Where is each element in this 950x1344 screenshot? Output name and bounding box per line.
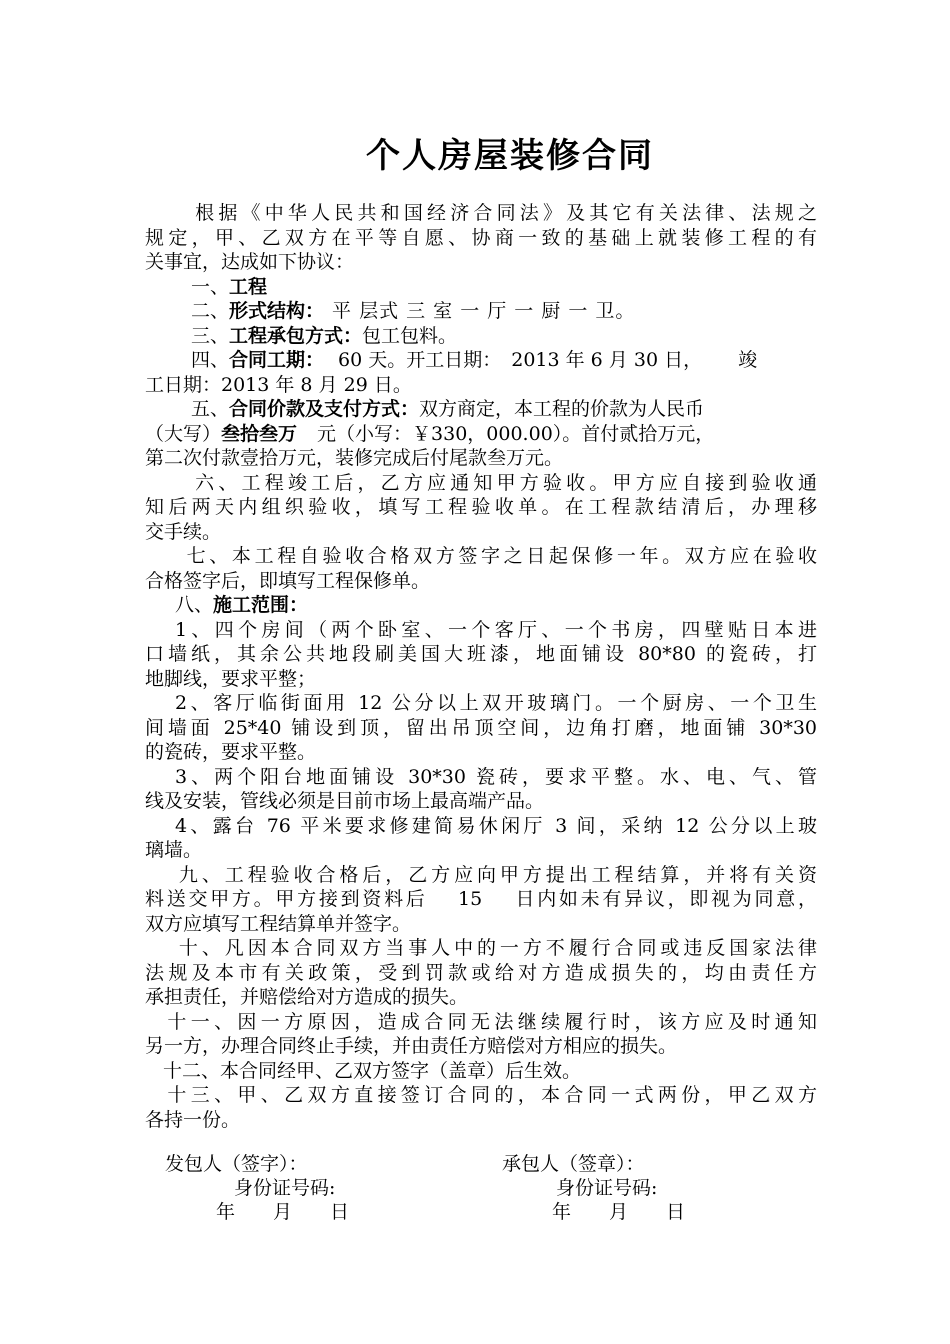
scope-item-2-line-2: 间墙面 25*40 铺设到顶，留出吊顶空间，边角打磨，地面铺 30*30 (145, 716, 817, 739)
clause-4-line-1: 四、合同工期： 60 天。开工日期： 2013 年 6 月 30 日， 竣 (191, 349, 758, 371)
scope-item-2-line-3: 的瓷砖，要求平整。 (145, 741, 317, 763)
clause-5-line-1: 五、合同价款及支付方式：双方商定，本工程的价款为人民币 (191, 398, 705, 420)
party-a-id-label: 身份证号码: (234, 1177, 336, 1199)
clause-9-line-2: 料送交甲方。甲方接到资料后 15 日内如未有异议，即视为同意， (145, 888, 817, 910)
clause-5-line-3: 第二次付款壹拾万元，装修完成后付尾款叁万元。 (145, 447, 564, 469)
party-b-date: 年 月 日 (552, 1201, 686, 1223)
clause-10-line-3: 承担责任，并赔偿给对方造成的损失。 (145, 986, 469, 1008)
clause-4-line-2: 工日期：2013 年 8 月 29 日。 (145, 373, 412, 396)
intro-line-3: 关事宜，达成如下协议： (145, 251, 355, 273)
scope-item-3-line-1: 3、两个阳台地面铺设 30*30 瓷砖，要求平整。水、电、气、管 (175, 765, 817, 788)
clause-6-line-3: 交手续。 (145, 520, 222, 543)
scope-item-2-line-1: 2、客厅临街面用 12 公分以上双开玻璃门。一个厨房、一个卫生 (175, 692, 817, 714)
contract-body (145, 201, 817, 1132)
clause-1: 一、工程 (191, 275, 268, 298)
scope-item-4-line-1: 4、露台 76 平米要求修建简易休闲厅 3 间，采纳 12 公分以上玻 (175, 814, 817, 837)
clause-2: 二、形式结构： 平 层式 三 室 一 厅 一 厨 一 卫。 (191, 300, 636, 322)
scope-item-1-line-2: 口墙纸，其余公共地段刷美国大班漆，地面铺设 80*80 的瓷砖，打 (145, 643, 817, 665)
clause-10-line-2: 法规及本市有关政策，受到罚款或给对方造成损失的，均由责任方 (145, 961, 817, 984)
clause-7-line-1: 七、本工程自验收合格双方签字之日起保修一年。双方应在验收 (183, 545, 817, 567)
scope-item-4-line-2: 璃墙。 (145, 839, 203, 861)
clause-13-line-1: 十三、甲、乙双方直接签订合同的，本合同一式两份，甲乙双方 (163, 1084, 817, 1106)
party-b-id-label: 身份证号码: (556, 1177, 658, 1199)
clause-9-line-3: 双方应填写工程结算单并签字。 (145, 912, 412, 935)
party-b-signature-label: 承包人（签章）： (502, 1153, 645, 1175)
document-title: 个人房屋装修合同 (366, 136, 654, 176)
party-a-date: 年 月 日 (216, 1201, 350, 1223)
clause-3: 三、工程承包方式：包工包料。 (191, 324, 458, 347)
scope-item-1-line-1: 1、四个房间（两个卧室、一个客厅、一个书房，四壁贴日本进 (175, 618, 817, 641)
scope-item-3-line-2: 线及安装，管线必须是目前市场上最高端产品。 (145, 790, 545, 812)
clause-8: 八、施工范围： (175, 594, 309, 616)
clause-13-line-2: 各持一份。 (145, 1108, 241, 1131)
clause-12: 十二、本合同经甲、乙双方签字（盖章）后生效。 (163, 1059, 582, 1082)
clause-10-line-1: 十、凡因本合同双方当事人中的一方不履行合同或违反国家法律 (175, 937, 817, 959)
party-a-signature-label: 发包人（签字）： (165, 1153, 308, 1175)
clause-6-line-2: 知后两天内组织验收，填写工程验收单。在工程款结清后，办理移 (145, 496, 817, 518)
intro-line-1: 根据《中华人民共和国经济合同法》及其它有关法律、法规之 (191, 202, 817, 224)
clause-11-line-1: 十一、因一方原因，造成合同无法继续履行时，该方应及时通知 (163, 1010, 817, 1033)
clause-5-line-2: （大写）叁拾叁万 元（小写：￥330，000.00）。首付贰拾万元， (145, 422, 715, 445)
scope-item-1-line-3: 地脚线，要求平整； (145, 667, 317, 690)
clause-11-line-2: 另一方，办理合同终止手续，并由责任方赔偿对方相应的损失。 (145, 1035, 678, 1057)
clause-7-line-2: 合格签字后，即填写工程保修单。 (145, 569, 431, 592)
clause-9-line-1: 九、工程验收合格后，乙方应向甲方提出工程结算，并将有关资 (175, 863, 817, 886)
intro-line-2: 规定，甲、乙双方在平等自愿、协商一致的基础上就装修工程的有 (145, 226, 817, 249)
clause-6-line-1: 六、工程竣工后，乙方应通知甲方验收。甲方应自接到验收通 (191, 471, 817, 494)
